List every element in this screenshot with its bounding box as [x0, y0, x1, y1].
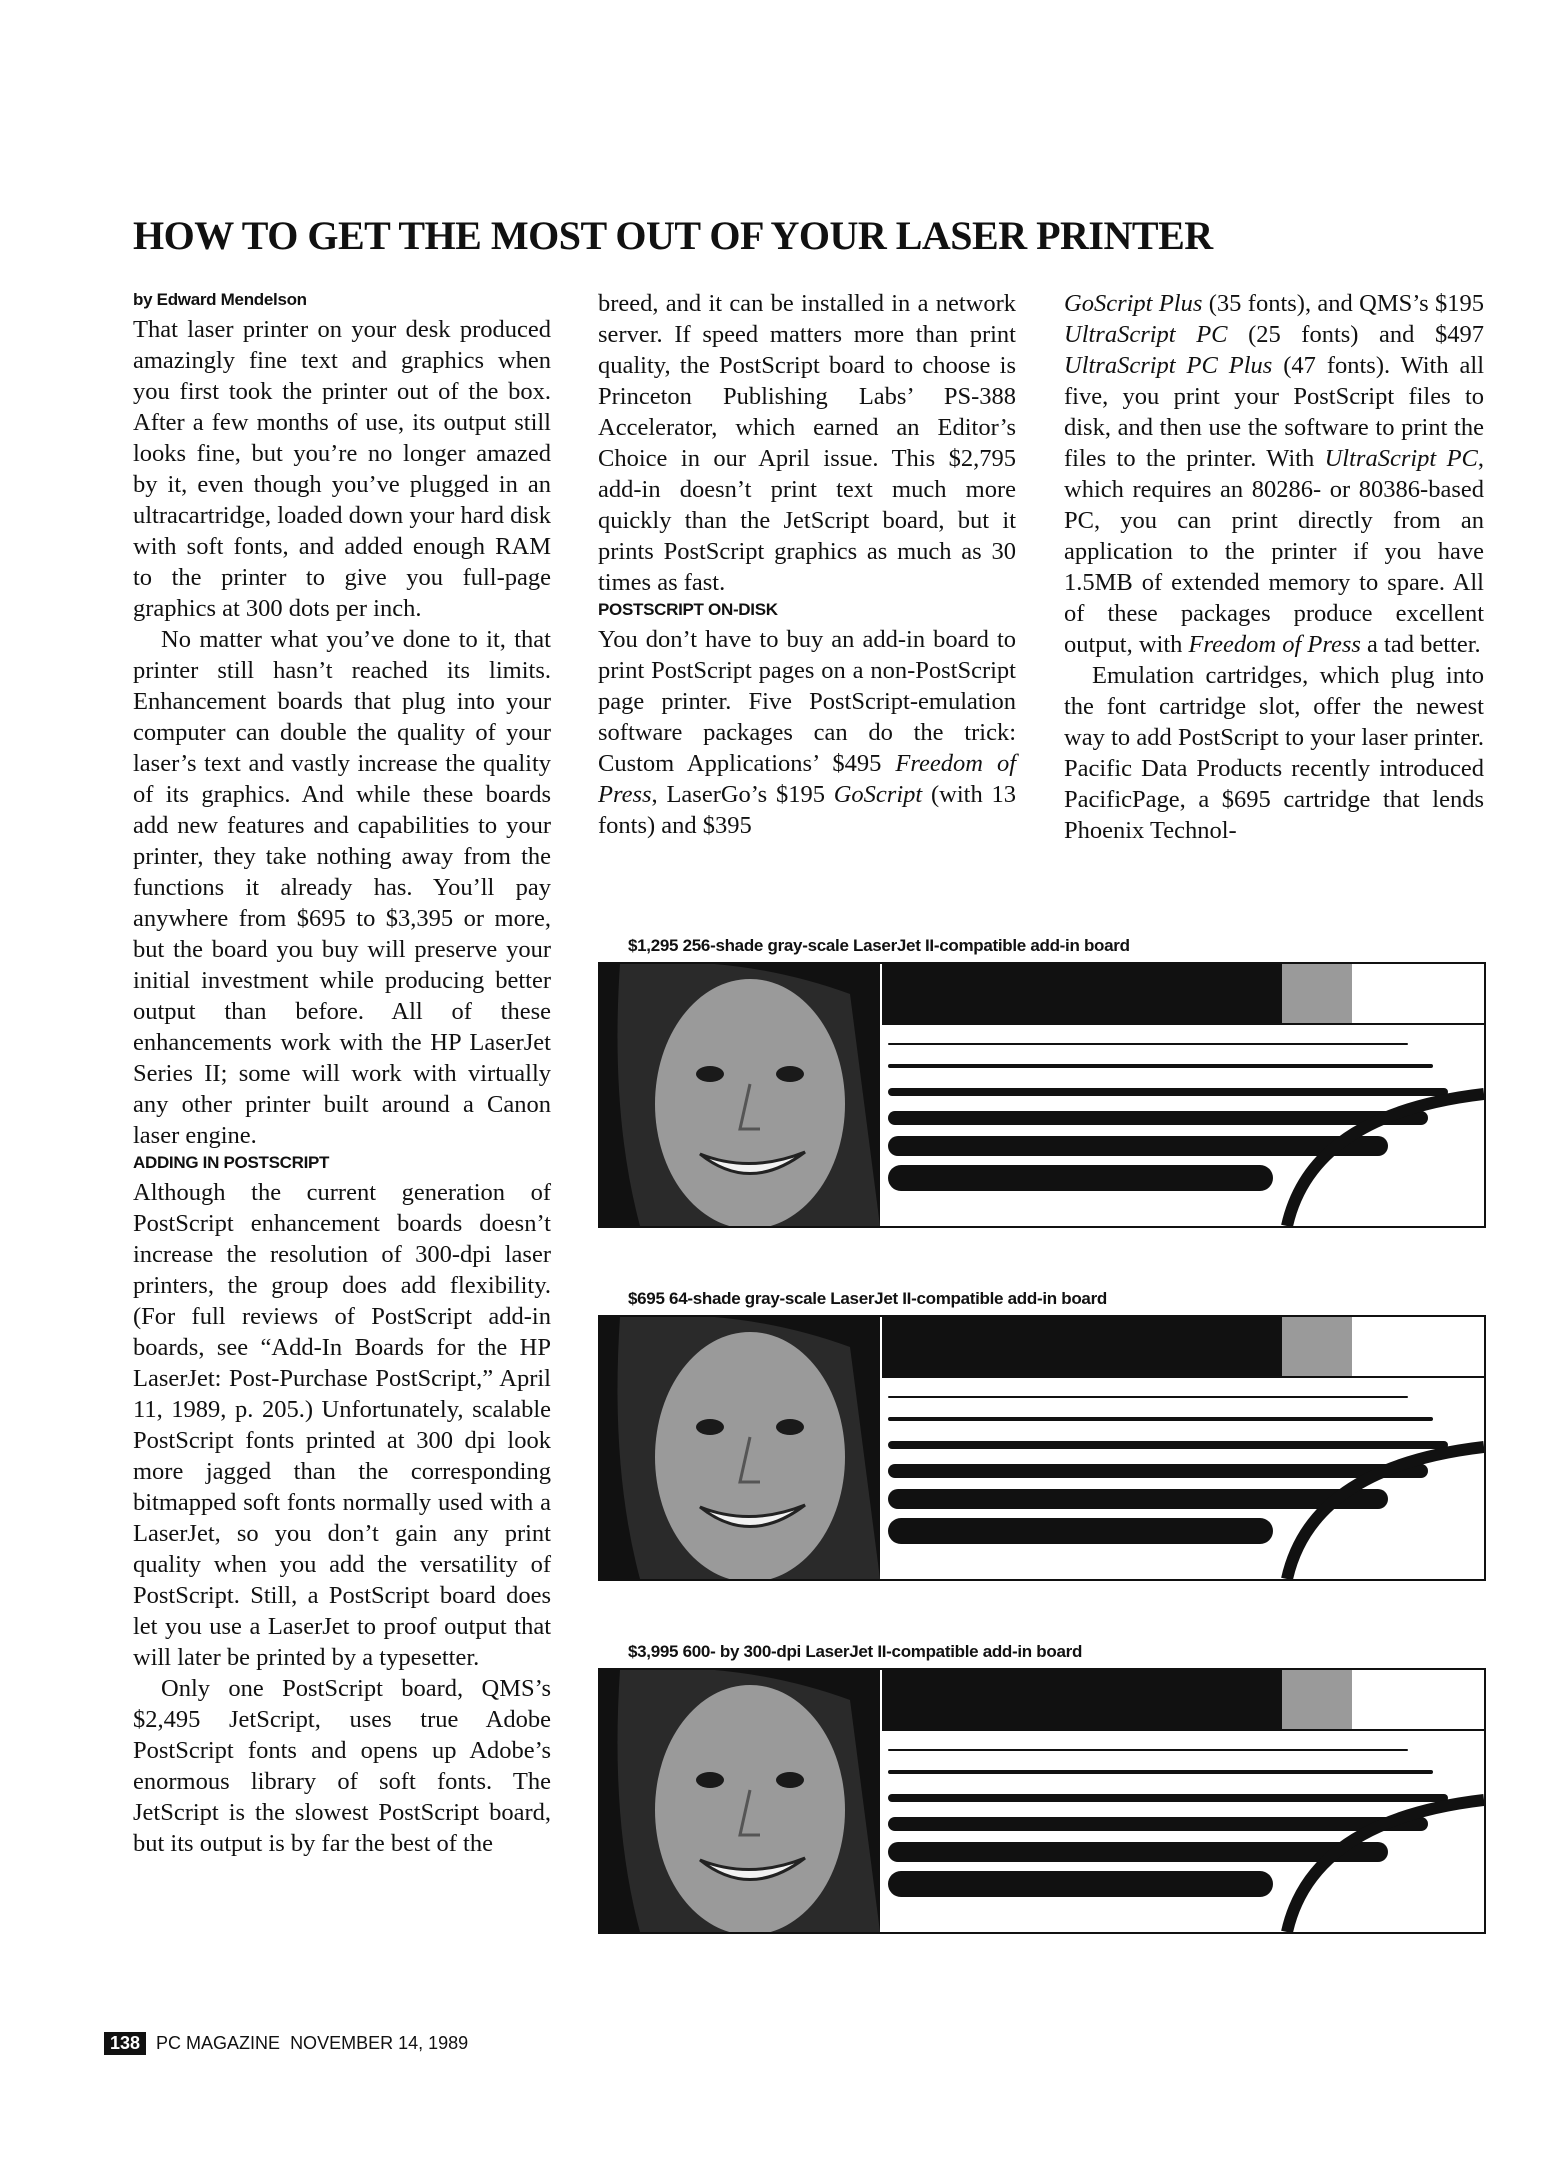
product-title: Freedom of Press — [1188, 631, 1361, 658]
sample-line — [888, 1817, 1428, 1831]
solid-black-block — [882, 1317, 1282, 1377]
headline: HOW TO GET THE MOST OUT OF YOUR LASER PRINTER — [133, 213, 1213, 258]
sample-output-figure-3 — [598, 1642, 1484, 1932]
sample-line — [888, 1064, 1433, 1068]
figure-frame — [598, 1315, 1486, 1581]
page-number: 138 — [104, 2032, 146, 2055]
portrait-svg — [600, 1670, 880, 1932]
sample-line — [888, 1417, 1433, 1421]
sample-line — [888, 1794, 1448, 1802]
portrait-svg — [600, 964, 880, 1226]
graphics-svg — [882, 1670, 1484, 1932]
sample-line — [888, 1464, 1428, 1478]
text-run: (35 fonts), and QMS’s $195 — [1202, 290, 1484, 317]
sample-line — [888, 1111, 1428, 1125]
paragraph: Emulation cartridges, which plug into the font cartridge slot, offer the newest way to add PostScript to your laser printer. Pacific Data Products recently introduced PacificPage, a $695 cartridge that lends Phoenix Technol- — [1064, 662, 1484, 844]
sample-line — [888, 1396, 1408, 1398]
product-title: GoScript — [833, 781, 923, 808]
sample-line — [888, 1441, 1448, 1449]
subhead-postscript-on-disk: POSTSCRIPT ON-DISK — [598, 600, 778, 619]
gray-fill-block — [1282, 1670, 1352, 1730]
sample-line — [888, 1842, 1388, 1862]
paragraph — [598, 624, 1016, 841]
figure-caption: $695 64-shade gray-scale LaserJet II-compatible add-in board — [628, 1289, 1107, 1308]
portrait-photo — [600, 964, 880, 1226]
sample-output-figure-1 — [598, 936, 1484, 1226]
face-shape — [655, 979, 845, 1226]
sample-line — [888, 1871, 1273, 1897]
text-run: , LaserGo’s $195 — [651, 781, 834, 808]
portrait-photo — [600, 1670, 880, 1932]
solid-black-block — [882, 964, 1282, 1024]
page-footer — [104, 2032, 468, 2055]
article-column-3 — [1064, 288, 1484, 846]
byline: by Edward Mendelson — [133, 290, 307, 309]
article-column-1 — [133, 288, 551, 1859]
paragraph: No matter what you’ve done to it, that printer still hasn’t reached its limits. Enhancement boards that plug into your computer can double the quality of your laser’s text and vastly increase the quality of its graphics. And while these boards add new features and capabilities to your printer, they take nothing away from the functions it already has. You’ll pay anywhere from $695 to $3,395 or more, but the board you buy will preserve your initial investment while producing better output than before. All of these enhancements work with the HP LaserJet Series II; some will work with virtually any other printer built around a Canon laser engine. — [133, 626, 551, 1149]
right-eye — [776, 1772, 804, 1788]
paragraph: That laser printer on your desk produced amazingly fine text and graphics when you first took the printer out of the box. After a few months of use, its output still looks fine, but you’re no longer amazed by it, even though you’ve plugged in an ultracartridge, loaded down your hard disk with soft fonts, and added enough RAM to the printer to give you full-page graphics at 300 dots per inch. — [133, 316, 551, 622]
sample-line — [888, 1136, 1388, 1156]
left-eye — [696, 1772, 724, 1788]
sample-line — [888, 1165, 1273, 1191]
figure-frame — [598, 1668, 1486, 1934]
solid-black-block — [882, 1670, 1282, 1730]
graphics-sample — [882, 1670, 1484, 1932]
product-title: Freedom of Press — [598, 750, 1017, 808]
gray-fill-block — [1282, 964, 1352, 1024]
left-eye — [696, 1419, 724, 1435]
sample-line — [888, 1749, 1408, 1751]
text-run: , which requires an 80286- or 80386-based PC, you can print directly from an application to the printer if you have 1.5MB of extended memory to spare. All of these packages produce excellent output, with — [1064, 445, 1485, 658]
left-eye — [696, 1066, 724, 1082]
graphics-svg — [882, 1317, 1484, 1579]
paragraph — [1064, 288, 1484, 660]
graphics-sample — [882, 964, 1484, 1226]
text-run: (25 fonts) and $497 — [1227, 321, 1484, 348]
sample-line — [888, 1518, 1273, 1544]
article-column-2 — [598, 288, 1016, 841]
figure-caption: $3,995 600- by 300-dpi LaserJet II-compatible add-in board — [628, 1642, 1083, 1661]
graphics-svg — [882, 964, 1484, 1226]
sample-line — [888, 1770, 1433, 1774]
paragraph: Although the current generation of PostScript enhancement boards doesn’t increase the resolution of 300-dpi laser printers, the group does add flexibility. (For full reviews of PostScript add-in boards, see “Add-In Boards for the HP LaserJet: Post-Purchase PostScript,” April 11, 1989, p. 205.) Unfortunately, scalable PostScript fonts printed at 300 dpi look more jagged than the corresponding bitmapped soft fonts normally used with a LaserJet, so you don’t gain any print quality when you add the versatility of PostScript. Still, a PostScript board does let you use a LaserJet to proof output that will later be printed by a typesetter. — [133, 1179, 551, 1671]
face-shape — [655, 1685, 845, 1932]
product-title: UltraScript PC — [1064, 321, 1228, 348]
publication-name: PC MAGAZINE — [156, 2033, 281, 2053]
sample-line — [888, 1489, 1388, 1509]
product-title: UltraScript PC — [1324, 445, 1478, 472]
paragraph: breed, and it can be installed in a network server. If speed matters more than print quality, the PostScript board to choose is Princeton Publishing Labs’ PS-388 Accelerator, which earned an Editor’s Choice in our April issue. This $2,795 add-in doesn’t print text much more quickly than the JetScript board, but it prints PostScript graphics as much as 30 times as fast. — [598, 290, 1016, 596]
issue-date: NOVEMBER 14, 1989 — [290, 2033, 469, 2053]
product-title: UltraScript PC Plus — [1064, 352, 1273, 379]
face-shape — [655, 1332, 845, 1579]
portrait-photo — [600, 1317, 880, 1579]
right-eye — [776, 1066, 804, 1082]
text-run: You don’t have to buy an add-in board to print PostScript pages on a non-PostScript page printer. Five PostScript-emulation software packages can do the trick: Custom Applications’ $495 — [598, 626, 1016, 777]
right-eye — [776, 1419, 804, 1435]
text-run: (with 13 fonts) and $395 — [598, 781, 1016, 839]
text-run: a tad better. — [1360, 631, 1481, 658]
gray-fill-block — [1282, 1317, 1352, 1377]
sample-line — [888, 1043, 1408, 1045]
text-run: (47 fonts). With all five, you print your PostScript files to disk, and then use the software to print the files to the printer. With — [1064, 352, 1485, 472]
product-title: GoScript Plus — [1064, 290, 1203, 317]
graphics-sample — [882, 1317, 1484, 1579]
paragraph: Only one PostScript board, QMS’s $2,495 JetScript, uses true Adobe PostScript fonts and opens up Adobe’s enormous library of soft fonts. The JetScript is the slowest PostScript board, but its output is by far the best of the — [133, 1675, 551, 1857]
sample-output-figure-2 — [598, 1289, 1484, 1579]
sample-line — [888, 1088, 1448, 1096]
portrait-svg — [600, 1317, 880, 1579]
figure-frame — [598, 962, 1486, 1228]
figure-caption: $1,295 256-shade gray-scale LaserJet II-compatible add-in board — [628, 936, 1130, 955]
subhead-adding-in-postscript: ADDING IN POSTSCRIPT — [133, 1153, 330, 1172]
